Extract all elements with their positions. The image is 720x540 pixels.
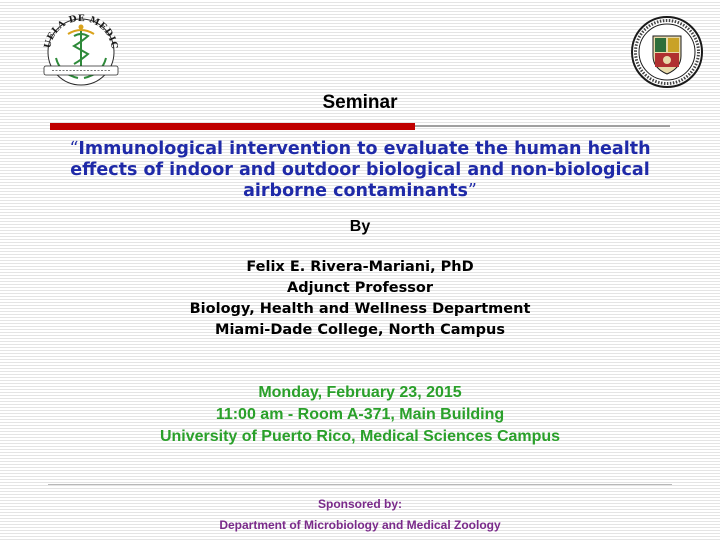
talk-title-line-2: effects of indoor and outdoor biological and non-biological xyxy=(70,160,650,180)
speaker-name: Felix E. Rivera-Mariani, PhD xyxy=(246,259,474,275)
accent-bar-red xyxy=(50,123,415,130)
event-details xyxy=(0,382,720,448)
university-seal-icon xyxy=(630,12,704,92)
footer-divider xyxy=(48,484,672,485)
speaker-institution: Miami-Dade College, North Campus xyxy=(215,322,505,338)
svg-text:ESCUELA DE MEDICINA: UELA DE MEDIC xyxy=(43,13,120,51)
escuela-de-medicina-logo xyxy=(38,8,124,88)
open-quote: “ xyxy=(69,139,79,159)
recinto-ciencias-medicas-logo xyxy=(630,12,704,92)
talk-title-line-3: airborne contaminants” xyxy=(243,181,477,201)
speaker-department: Biology, Health and Wellness Department xyxy=(189,301,531,317)
medical-school-seal-icon xyxy=(38,8,124,88)
sponsor-block xyxy=(0,494,720,536)
speaker-title: Adjunct Professor xyxy=(286,280,434,296)
event-time-location: 11:00 am - Room A-371, Main Building xyxy=(215,406,505,423)
seminar-heading: Seminar xyxy=(322,92,398,113)
talk-title xyxy=(20,139,700,202)
talk-title-line-1: “Immunological intervention to evaluate the human health xyxy=(69,139,651,159)
speaker-block xyxy=(0,257,720,341)
event-venue: University of Puerto Rico, Medical Sciences Campus xyxy=(159,428,561,445)
sponsor-name: Department of Microbiology and Medical Zoology xyxy=(219,518,501,532)
sponsor-label: Sponsored by: xyxy=(317,497,402,511)
event-date: Monday, February 23, 2015 xyxy=(258,384,462,401)
accent-bar-gray xyxy=(415,125,670,127)
close-quote: ” xyxy=(467,181,477,201)
by-label: By xyxy=(349,218,371,235)
